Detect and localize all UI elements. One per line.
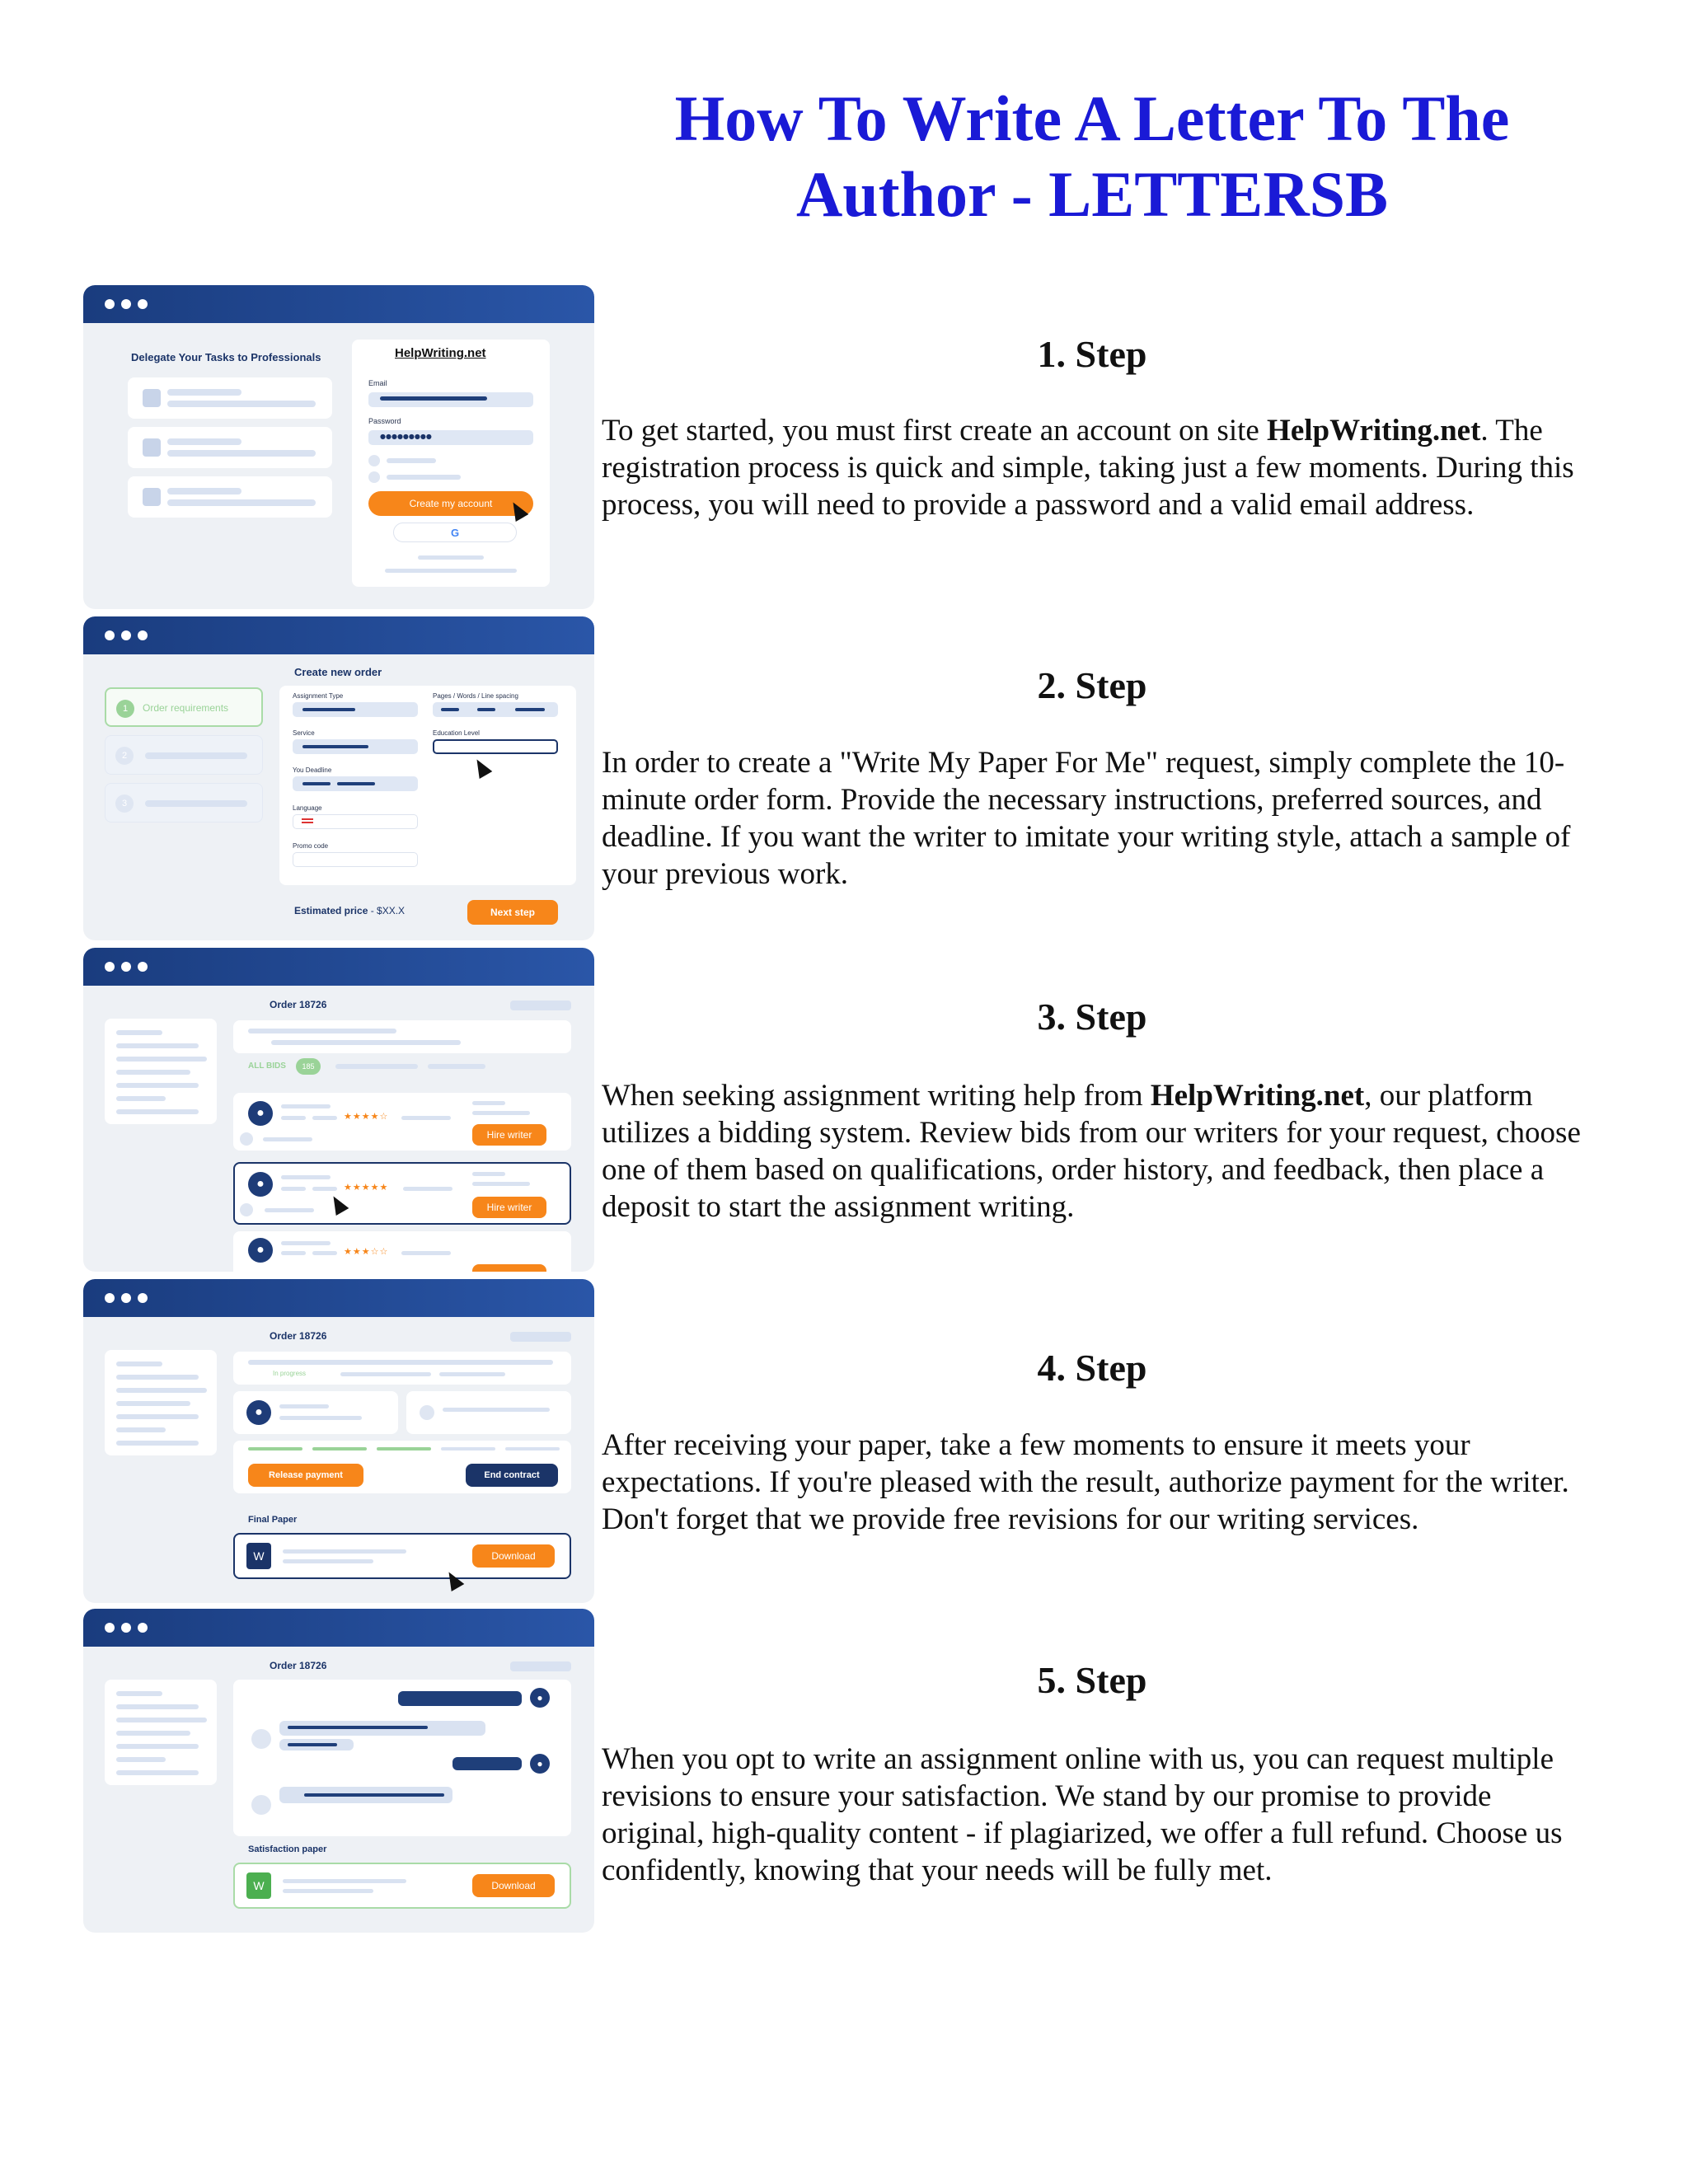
placeholder-line — [387, 458, 436, 463]
placeholder-line — [248, 1360, 553, 1365]
placeholder-line — [312, 1116, 337, 1120]
status-dot — [240, 1203, 253, 1216]
placeholder-line — [116, 1361, 162, 1366]
placeholder-line — [439, 1372, 505, 1376]
placeholder-line — [167, 389, 241, 396]
sidebar — [105, 1350, 217, 1455]
task-icon — [143, 389, 161, 407]
placeholder-line — [279, 1416, 362, 1420]
placeholder-line — [385, 569, 517, 573]
order-number: Order 18726 — [270, 1330, 327, 1342]
window-dot — [138, 1623, 148, 1633]
window-dot — [138, 630, 148, 640]
placeholder-line — [116, 1096, 166, 1101]
placeholder-line — [335, 1064, 418, 1069]
deadline-select[interactable] — [293, 776, 418, 791]
bids-count-badge: 185 — [296, 1058, 321, 1075]
assignment-type-label: Assignment Type — [293, 692, 344, 700]
select-value — [441, 708, 459, 711]
order-status: In progress — [273, 1370, 307, 1377]
user-avatar-icon: ● — [530, 1688, 550, 1708]
step-3-title: 3. Step — [1037, 996, 1147, 1038]
final-paper-label: Final Paper — [248, 1515, 298, 1525]
window-dot — [121, 1623, 131, 1633]
task-card — [128, 476, 332, 518]
placeholder-line — [116, 1401, 190, 1406]
order-number: Order 18726 — [270, 1660, 327, 1671]
step-1-text-a: To get started, you must first create an account on site — [602, 414, 1268, 448]
placeholder-line — [167, 450, 316, 457]
select-value — [515, 708, 545, 711]
window-dot — [138, 299, 148, 309]
placeholder-line — [116, 1770, 199, 1775]
placeholder-line — [312, 1187, 337, 1191]
helpwriting-link: HelpWriting.net — [1267, 414, 1481, 448]
order-summary-card — [233, 1020, 571, 1053]
placeholder-line — [340, 1372, 431, 1376]
chat-bubble-incoming — [279, 1787, 452, 1803]
placeholder-line — [116, 1375, 199, 1380]
us-flag-icon — [302, 818, 313, 825]
placeholder-line — [167, 488, 241, 494]
placeholder-line — [281, 1241, 331, 1245]
select-value — [337, 782, 375, 785]
chat-bubble-incoming — [279, 1721, 485, 1736]
window-title-bar — [83, 285, 594, 323]
signup-form — [352, 340, 550, 587]
email-field[interactable] — [368, 392, 533, 407]
placeholder-line — [116, 1718, 207, 1722]
task-card — [128, 377, 332, 419]
screenshot-panel-payment — [83, 1279, 594, 1603]
download-button[interactable]: Download — [472, 1544, 555, 1568]
final-paper-file[interactable] — [233, 1533, 571, 1579]
window-dot — [105, 1623, 115, 1633]
password-field[interactable]: ●●●●●●●●● — [368, 430, 533, 445]
bid-card-selected[interactable] — [233, 1162, 571, 1225]
page-title — [577, 81, 1607, 232]
placeholder-line — [283, 1549, 406, 1554]
select-value — [302, 745, 368, 748]
placeholder-line — [116, 1057, 207, 1062]
screenshot-panel-signup — [83, 285, 594, 609]
placeholder-line — [403, 1187, 452, 1191]
sidebar — [105, 1019, 217, 1124]
user-avatar-icon: ● — [530, 1754, 550, 1774]
screenshot-panel-bids — [83, 948, 594, 1272]
placeholder-line — [116, 1030, 162, 1035]
writer-card — [233, 1391, 398, 1434]
step-number-1: 1 — [116, 700, 134, 718]
end-contract-button[interactable]: End contract — [466, 1464, 558, 1487]
step-number-3: 3 — [115, 794, 134, 813]
placeholder-line — [116, 1691, 162, 1696]
step-1-title: 1. Step — [1037, 333, 1147, 375]
placeholder-line — [281, 1187, 306, 1191]
pages-select[interactable] — [433, 702, 558, 717]
placeholder-line — [472, 1101, 505, 1105]
all-bids-label: ALL BIDS — [248, 1062, 286, 1071]
window-dot — [138, 962, 148, 972]
window-dot — [121, 1293, 131, 1303]
placeholder-line — [116, 1070, 190, 1075]
placeholder-line — [116, 1744, 199, 1749]
education-level-select[interactable] — [433, 739, 558, 754]
screenshot-panel-order-form — [83, 616, 594, 940]
task-icon — [143, 488, 161, 506]
message-line — [304, 1793, 444, 1797]
password-label: Password — [368, 417, 401, 425]
window-title-bar — [83, 1279, 594, 1317]
release-payment-button[interactable]: Release payment — [248, 1464, 363, 1487]
placeholder-line — [271, 1040, 461, 1045]
helpwriting-link: HelpWriting.net — [1150, 1079, 1365, 1113]
satisfaction-paper-label: Satisfaction paper — [248, 1844, 327, 1854]
window-dot — [105, 1293, 115, 1303]
step-order-requirements[interactable] — [105, 687, 263, 727]
language-select[interactable] — [293, 814, 418, 829]
window-dot — [121, 962, 131, 972]
placeholder-line — [116, 1043, 199, 1048]
placeholder-line — [167, 401, 316, 407]
writer-avatar-icon — [251, 1795, 271, 1815]
chat-thread — [233, 1680, 571, 1836]
step-2-text: In order to create a "Write My Paper For Me" request, simply complete the 10-minute order form. Provide the necessary instructions, preferred sources, and deadline. If you want the writer to imitate your writing style, attach a sample of your previous work. — [602, 746, 1571, 891]
details-card — [406, 1391, 571, 1434]
placeholder-line — [116, 1083, 199, 1088]
service-select[interactable] — [293, 739, 418, 754]
select-value — [477, 708, 495, 711]
info-dot — [420, 1405, 434, 1420]
hire-writer-button[interactable]: Hire writer — [472, 1197, 546, 1218]
placeholder-line — [281, 1104, 331, 1108]
next-step-button[interactable]: Next step — [467, 900, 558, 925]
step-1-text-b: . The registration process is quick and simple, taking just a few moments. During this process, you will need to provide a password and a valid email address. — [602, 414, 1574, 522]
placeholder-line — [418, 555, 484, 560]
chat-bubble-outgoing — [452, 1757, 522, 1770]
step-3-text-b: , our platform utilizes a bidding system. Review bids from our writers for your request, choose one of them based on qualifications, order history, and feedback, then place a deposit to start the assignment writing. — [602, 1079, 1581, 1224]
status-dot — [240, 1132, 253, 1146]
writer-avatar-icon: ● — [248, 1172, 273, 1197]
estimated-price-value: - $XX.X — [368, 905, 406, 916]
select-value — [302, 782, 331, 785]
window-title-bar — [83, 1609, 594, 1647]
writer-avatar-icon: ● — [246, 1400, 271, 1425]
placeholder-line — [116, 1757, 166, 1762]
delegate-heading: Delegate Your Tasks to Professionals — [131, 351, 321, 363]
placeholder-line — [116, 1427, 166, 1432]
placeholder-line — [116, 1441, 199, 1446]
placeholder-line — [265, 1208, 314, 1212]
estimated-price — [294, 905, 405, 916]
progress-segment — [377, 1447, 431, 1451]
brand-logo: HelpWriting.net — [395, 346, 486, 360]
checkbox-icon[interactable] — [368, 455, 380, 466]
placeholder-line — [145, 752, 247, 759]
pages-label: Pages / Words / Line spacing — [433, 692, 518, 700]
step-item[interactable] — [105, 735, 263, 775]
step-4-text: After receiving your paper, take a few moments to ensure it meets your expectations. If you're pleased with the result, authorize payment for the writer. Don't forget that we provide free revisions for our writing services. — [602, 1428, 1569, 1536]
page-title-line-1: How To Write A Letter To The — [674, 82, 1510, 154]
placeholder-line — [116, 1731, 190, 1736]
progress-segment — [441, 1447, 495, 1451]
placeholder-line — [263, 1137, 312, 1141]
placeholder-line — [116, 1414, 199, 1419]
step-3-text — [602, 1077, 1591, 1226]
step-5-title: 5. Step — [1037, 1659, 1147, 1701]
progress-segment — [505, 1447, 560, 1451]
placeholder-line — [145, 800, 247, 807]
checkbox-icon[interactable] — [368, 471, 380, 483]
placeholder-line — [283, 1889, 373, 1893]
task-card — [128, 427, 332, 468]
window-title-bar — [83, 948, 594, 986]
window-dot — [105, 630, 115, 640]
window-title-bar — [83, 616, 594, 654]
rating-stars: ★★★★★ — [344, 1182, 389, 1193]
screenshot-panel-revisions — [83, 1609, 594, 1933]
writer-avatar-icon: ● — [248, 1238, 273, 1263]
task-icon — [143, 438, 161, 457]
placeholder-line — [443, 1408, 550, 1412]
rating-stars: ★★★★☆ — [344, 1111, 389, 1122]
placeholder-line — [116, 1388, 207, 1393]
order-summary-card — [233, 1352, 571, 1385]
placeholder-line — [116, 1109, 199, 1114]
window-dot — [121, 299, 131, 309]
placeholder-line — [167, 499, 316, 506]
placeholder-line — [472, 1111, 530, 1115]
placeholder-line — [387, 475, 461, 480]
step-number-2: 2 — [115, 747, 134, 765]
education-level-label: Education Level — [433, 729, 480, 737]
window-dot — [105, 299, 115, 309]
placeholder-line — [472, 1172, 505, 1176]
placeholder-line — [510, 1332, 571, 1342]
language-label: Language — [293, 804, 322, 812]
placeholder-line — [116, 1704, 199, 1709]
bid-card[interactable] — [233, 1231, 571, 1272]
select-value — [302, 708, 355, 711]
hire-writer-button-partial[interactable] — [472, 1264, 546, 1272]
page-title-line-2: Author - LETTERSB — [795, 158, 1389, 230]
window-dot — [121, 630, 131, 640]
sidebar — [105, 1680, 217, 1785]
placeholder-line — [283, 1879, 406, 1883]
order-number: Order 18726 — [270, 999, 327, 1010]
estimated-price-label: Estimated price — [294, 905, 368, 916]
google-icon[interactable]: G — [393, 523, 517, 542]
placeholder-line — [281, 1116, 306, 1120]
word-file-icon: W — [246, 1543, 271, 1569]
service-label: Service — [293, 729, 315, 737]
rating-stars: ★★★☆☆ — [344, 1246, 389, 1257]
placeholder-line — [167, 438, 241, 445]
step-2-title: 2. Step — [1037, 664, 1147, 706]
email-value — [380, 396, 487, 401]
progress-segment — [312, 1447, 367, 1451]
placeholder-line — [248, 1029, 396, 1033]
step-5-text: When you opt to write an assignment online with us, you can request multiple revisions to ensure your satisfaction. We stand by our promise to provide original, high-quality content - if plagiarized, we offer a full refund. Choose us confidently, knowing that your needs will be fully met. — [602, 1742, 1563, 1887]
download-button[interactable]: Download — [472, 1874, 555, 1897]
placeholder-line — [510, 1001, 571, 1010]
placeholder-line — [281, 1251, 306, 1255]
placeholder-line — [312, 1251, 337, 1255]
window-dot — [105, 962, 115, 972]
step-3-text-a: When seeking assignment writing help from — [602, 1079, 1151, 1113]
step-item[interactable] — [105, 783, 263, 823]
step-4-title: 4. Step — [1037, 1347, 1147, 1389]
payment-card — [233, 1441, 571, 1493]
writer-avatar-icon — [251, 1729, 271, 1749]
placeholder-line — [472, 1182, 530, 1186]
create-account-button[interactable]: Create my account — [368, 491, 533, 516]
placeholder-line — [401, 1251, 451, 1255]
writer-avatar-icon: ● — [248, 1101, 273, 1126]
file-icon: W — [246, 1872, 271, 1899]
window-dot — [138, 1293, 148, 1303]
placeholder-line — [401, 1116, 451, 1120]
message-line — [288, 1743, 337, 1746]
message-line — [288, 1726, 428, 1729]
placeholder-line — [428, 1064, 485, 1069]
progress-segment — [248, 1447, 302, 1451]
chat-bubble-outgoing — [398, 1691, 522, 1706]
hire-writer-button[interactable]: Hire writer — [472, 1124, 546, 1146]
satisfaction-paper-file[interactable] — [233, 1863, 571, 1909]
chat-bubble-incoming — [279, 1739, 354, 1750]
bid-card[interactable] — [233, 1093, 571, 1151]
promo-code-label: Promo code — [293, 842, 329, 850]
placeholder-line — [281, 1175, 331, 1179]
step-1-text — [602, 412, 1591, 523]
create-order-heading: Create new order — [294, 666, 382, 678]
placeholder-line — [283, 1559, 373, 1563]
placeholder-line — [510, 1661, 571, 1671]
placeholder-line — [279, 1404, 329, 1408]
assignment-type-select[interactable] — [293, 702, 418, 717]
step-label: Order requirements — [143, 702, 229, 714]
promo-code-input[interactable] — [293, 852, 418, 867]
email-label: Email — [368, 379, 387, 387]
deadline-label: You Deadline — [293, 766, 332, 774]
order-form — [279, 686, 576, 885]
